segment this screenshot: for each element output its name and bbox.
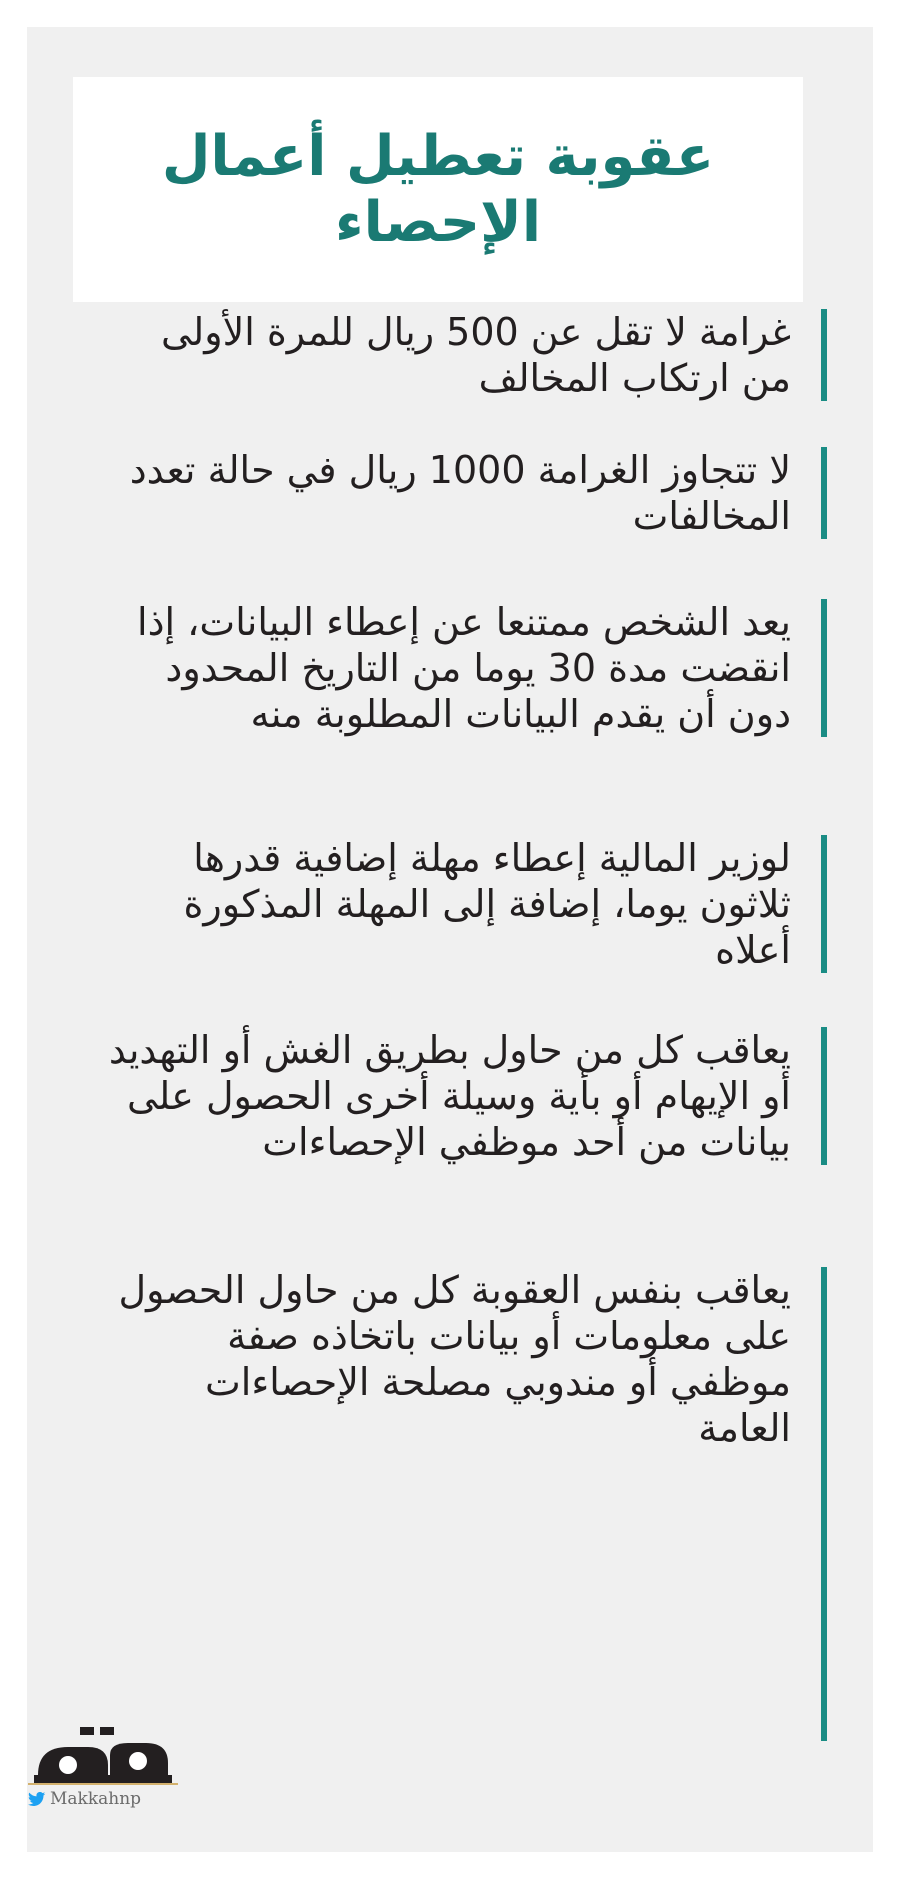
penalty-item-5 xyxy=(107,1027,827,1165)
penalty-item-2 xyxy=(107,447,827,539)
accent-bar xyxy=(821,599,827,737)
makkah-logo-mark xyxy=(28,1725,178,1785)
accent-bar xyxy=(821,447,827,539)
penalty-text-2: لا تتجاوز الغرامة 1000 ريال في حالة تعدد المخالفات xyxy=(129,448,791,538)
penalty-text-3: يعد الشخص ممتنعا عن إعطاء البيانات، إذا انقضت مدة 30 يوما من التاريخ المحدود دون أن يقدم البيانات المطلوبة منه xyxy=(137,600,791,736)
penalty-item-1 xyxy=(107,309,827,401)
accent-bar xyxy=(821,1027,827,1165)
infographic-panel xyxy=(27,27,873,1852)
twitter-bird-icon xyxy=(28,1792,46,1807)
penalty-text-1: غرامة لا تقل عن 500 ريال للمرة الأولى من ارتكاب المخالف xyxy=(160,310,791,400)
penalty-item-6 xyxy=(107,1267,827,1741)
twitter-handle-text: Makkahnp xyxy=(50,1789,142,1809)
penalty-text-4: لوزير المالية إعطاء مهلة إضافية قدرها ثلاثون يوما، إضافة إلى المهلة المذكورة أعلاه xyxy=(183,836,791,972)
penalty-item-3 xyxy=(107,599,827,737)
title-box xyxy=(73,77,803,302)
infographic-title: عقوبة تعطيل أعمال الإحصاء xyxy=(161,123,715,255)
penalty-item-4 xyxy=(107,835,827,973)
makkah-logo xyxy=(28,1725,188,1815)
penalty-text-5: يعاقب كل من حاول بطريق الغش أو التهديد أو الإيهام أو بأية وسيلة أخرى الحصول على بيانات من أحد موظفي الإحصاءات xyxy=(108,1028,791,1164)
twitter-handle xyxy=(28,1789,141,1809)
accent-bar xyxy=(821,835,827,973)
accent-bar xyxy=(821,309,827,401)
penalty-text-6: يعاقب بنفس العقوبة كل من حاول الحصول على معلومات أو بيانات باتخاذه صفة موظفي أو مندوبي مصلحة الإحصاءات العامة xyxy=(118,1268,791,1450)
accent-bar xyxy=(821,1267,827,1741)
